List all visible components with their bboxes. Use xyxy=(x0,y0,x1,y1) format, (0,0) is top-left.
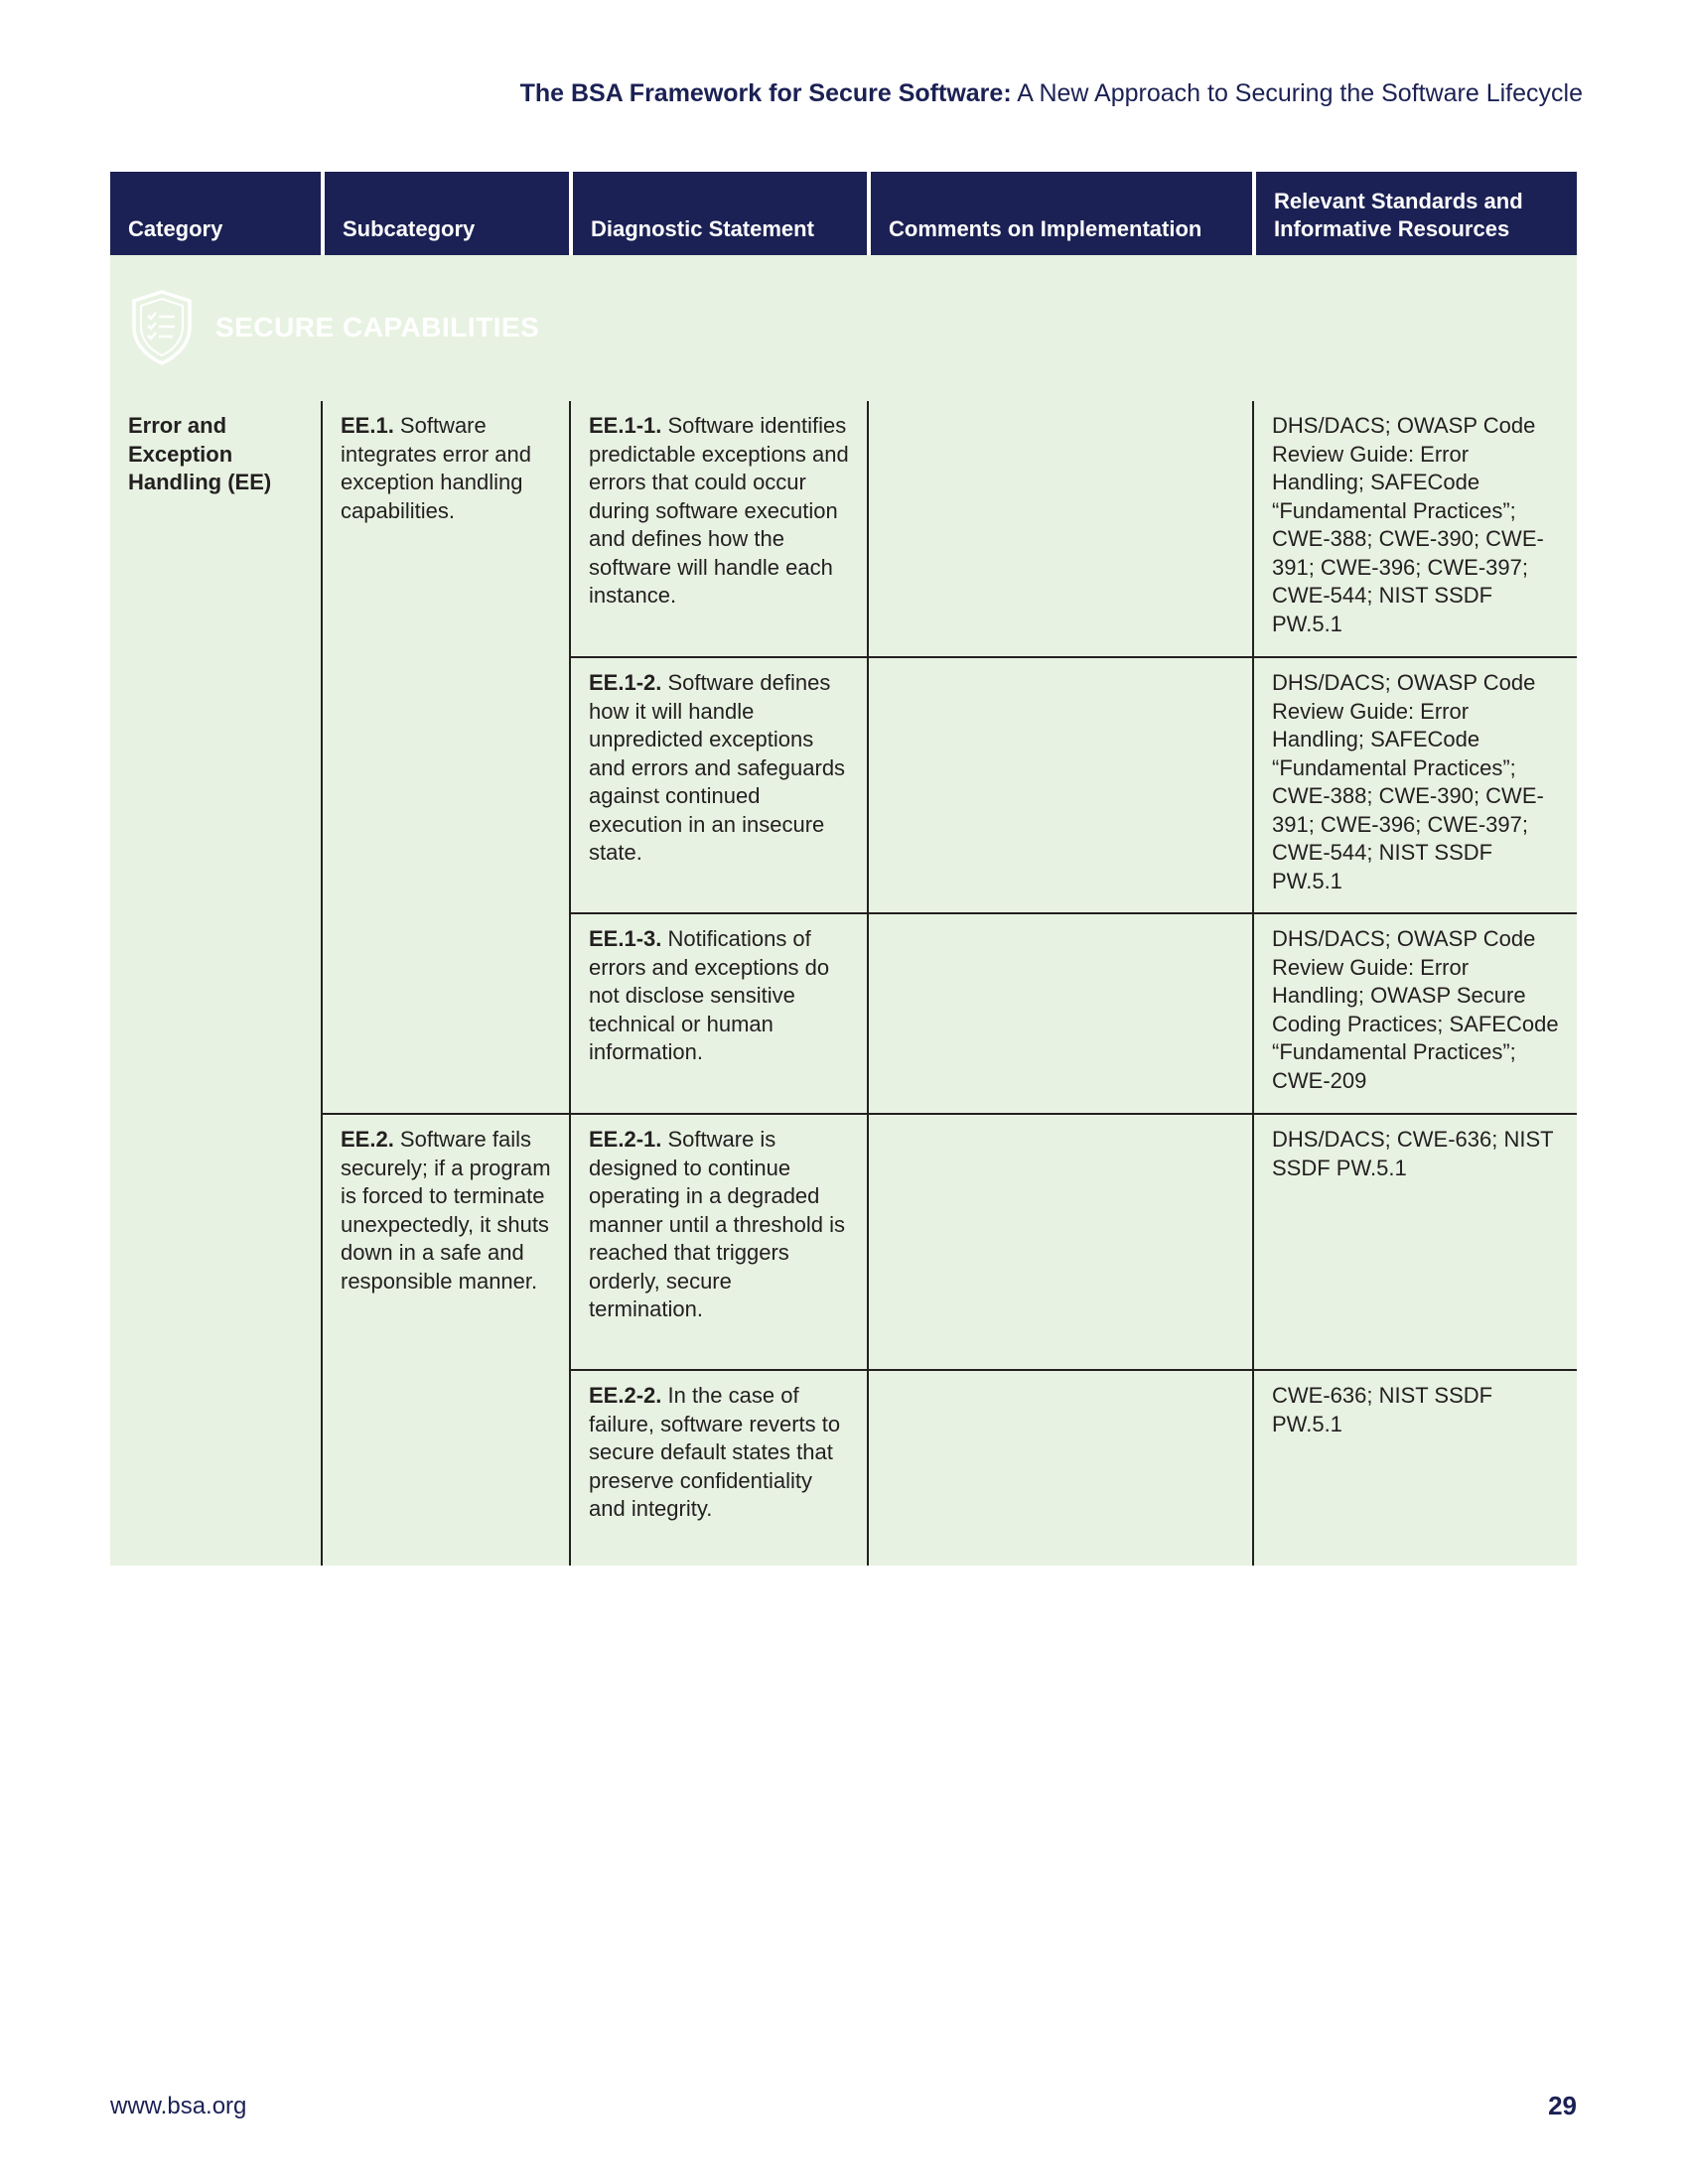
resources-cell: DHS/DACS; OWASP Code Review Guide: Error Handling; OWASP Secure Coding Practices; SAFECode “Fundamental Practices”; CWE-209 xyxy=(1252,912,1577,1113)
category-cell: Error and Exception Handling (EE) xyxy=(110,401,321,1566)
statement-id: EE.1-1. xyxy=(589,413,662,438)
running-header xyxy=(520,79,1583,108)
shield-checklist-icon xyxy=(128,289,196,366)
table-header-row xyxy=(110,172,1577,255)
statement-text: Software is designed to continue operating in a degraded manner until a threshold is reached that triggers orderly, secure termination. xyxy=(589,1127,846,1321)
diagnostic-statement-cell xyxy=(569,1369,867,1566)
page-number: 29 xyxy=(1548,2091,1577,2120)
column-header-comments: Comments on Implementation xyxy=(867,172,1252,255)
statement-id: EE.2-1. xyxy=(589,1127,662,1152)
comments-cell xyxy=(867,912,1252,1113)
statement-text: Notifications of errors and exceptions do not disclose sensitive technical or human information. xyxy=(589,926,830,1064)
statement-text: In the case of failure, software reverts to secure default states that preserve confidentiality and integrity. xyxy=(589,1383,841,1521)
column-header-diagnostic-statement: Diagnostic Statement xyxy=(569,172,867,255)
column-header-resources: Relevant Standards and Informative Resources xyxy=(1252,172,1577,255)
comments-cell xyxy=(867,401,1252,656)
subcategory-text: Software fails securely; if a program is forced to terminate unexpectedly, it shuts down in a safe and responsible manner. xyxy=(341,1127,551,1294)
resources-cell: CWE-636; NIST SSDF PW.5.1 xyxy=(1252,1369,1577,1566)
section-banner xyxy=(110,278,1577,378)
subcategory-id: EE.2. xyxy=(341,1127,394,1152)
statement-text: Software identifies predictable exceptions and errors that could occur during software execution and defines how the software will handle each instance. xyxy=(589,413,849,608)
table-row xyxy=(110,401,1577,656)
comments-cell xyxy=(867,1113,1252,1369)
column-header-subcategory: Subcategory xyxy=(321,172,569,255)
statement-id: EE.1-3. xyxy=(589,926,662,951)
diagnostic-statement-cell xyxy=(569,656,867,912)
resources-cell: DHS/DACS; OWASP Code Review Guide: Error Handling; SAFECode “Fundamental Practices”; CWE-388; CWE-390; CWE-391; CWE-396; CWE-397; CWE-544; NIST SSDF PW.5.1 xyxy=(1252,656,1577,912)
statement-text: Software defines how it will handle unpredicted exceptions and errors and safeguards against continued execution in an insecure state. xyxy=(589,670,846,865)
section-title: SECURE CAPABILITIES xyxy=(215,311,540,342)
statement-id: EE.2-2. xyxy=(589,1383,662,1408)
comments-cell xyxy=(867,1369,1252,1566)
subcategory-cell xyxy=(321,1113,569,1566)
diagnostic-statement-cell xyxy=(569,912,867,1113)
column-header-category: Category xyxy=(110,172,321,255)
diagnostic-statement-cell xyxy=(569,401,867,656)
subcategory-cell xyxy=(321,401,569,1113)
resources-cell: DHS/DACS; CWE-636; NIST SSDF PW.5.1 xyxy=(1252,1113,1577,1369)
running-header-regular: A New Approach to Securing the Software Lifecycle xyxy=(1011,79,1583,107)
table-row xyxy=(110,1113,1577,1369)
statement-id: EE.1-2. xyxy=(589,670,662,695)
subcategory-id: EE.1. xyxy=(341,413,394,438)
resources-cell: DHS/DACS; OWASP Code Review Guide: Error Handling; SAFECode “Fundamental Practices”; CWE-388; CWE-390; CWE-391; CWE-396; CWE-397; CWE-544; NIST SSDF PW.5.1 xyxy=(1252,401,1577,656)
running-header-bold: The BSA Framework for Secure Software: xyxy=(519,79,1012,107)
diagnostic-statement-cell xyxy=(569,1113,867,1369)
footer-url[interactable]: www.bsa.org xyxy=(110,2093,247,2119)
comments-cell xyxy=(867,656,1252,912)
subcategory-text: Software integrates error and exception handling capabilities. xyxy=(341,413,531,523)
framework-table xyxy=(110,172,1577,1566)
